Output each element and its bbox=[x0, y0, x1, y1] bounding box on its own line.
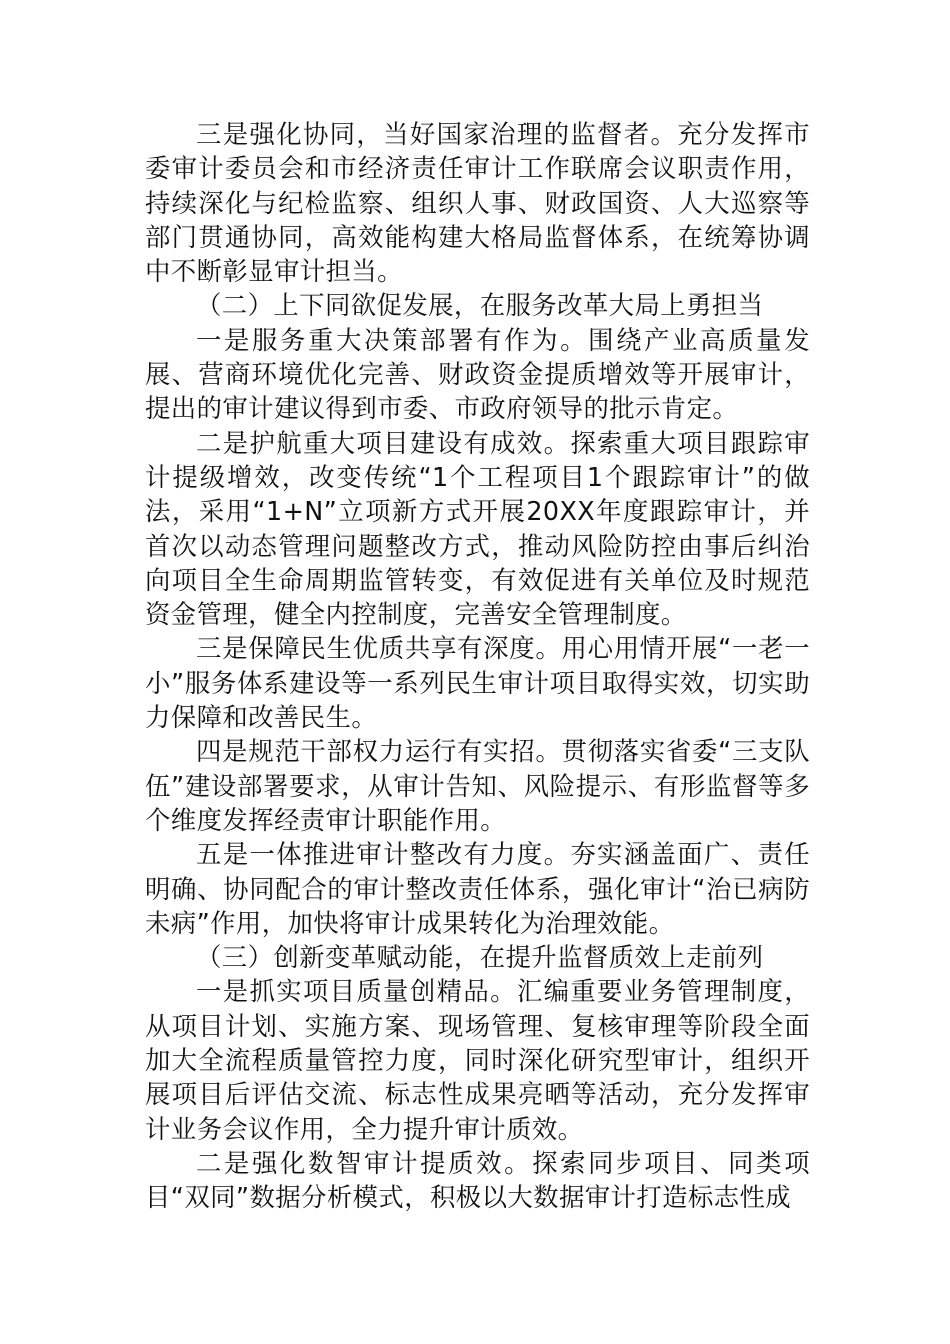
section-heading-two: （二）上下同欲促发展，在服务改革大局上勇担当 bbox=[196, 290, 764, 321]
paragraph-rectification: 五是一体推进审计整改有力度。夯实涵盖面广、责任明确、协同配合的审计整改责任体系，强化审计“治已病防未病”作用，加快将审计成果转化为治理效能。 bbox=[145, 839, 810, 938]
paragraph-major-decisions: 一是服务重大决策部署有作为。围绕产业高质量发展、营商环境优化完善、财政资金提质增效等开展审计，提出的审计建议得到市委、市政府领导的批示肯定。 bbox=[145, 324, 810, 424]
document-body bbox=[145, 117, 810, 1215]
paragraph-major-projects: 二是护航重大项目建设有成效。探索重大项目跟踪审计提级增效，改变传统“1个工程项目1个跟踪审计”的做法，采用“1+N”立项新方式开展20XX年度跟踪审计，并首次以动态管理问题整改方式，推动风险防控由事后纠治向项目全生命周期监管转变，有效促进有关单位及时规范资金管理，健全内控制度，完善安全管理制度。 bbox=[145, 427, 810, 630]
paragraph-livelihood: 三是保障民生优质共享有深度。用心用情开展“一老一小”服务体系建设等一系列民生审计项目取得实效，切实助力保障和改善民生。 bbox=[145, 633, 810, 733]
paragraph-collaboration: 三是强化协同，当好国家治理的监督者。充分发挥市委审计委员会和市经济责任审计工作联席会议职责作用，持续深化与纪检监察、组织人事、财政国资、人大巡察等部门贯通协同，高效能构建大格局监督体系，在统筹协调中不断彰显审计担当。 bbox=[145, 119, 810, 287]
paragraph-cadre-power: 四是规范干部权力运行有实招。贯彻落实省委“三支队伍”建设部署要求，从审计告知、风险提示、有形监督等多个维度发挥经责审计职能作用。 bbox=[145, 736, 810, 835]
paragraph-project-quality: 一是抓实项目质量创精品。汇编重要业务管理制度，从项目计划、实施方案、现场管理、复核审理等阶段全面加大全流程质量管控力度，同时深化研究型审计，组织开展项目后评估交流、标志性成果亮晒等活动，充分发挥审计业务会议作用，全力提升审计质效。 bbox=[145, 976, 810, 1144]
paragraph-digital-audit: 二是强化数智审计提质效。探索同步项目、同类项目“双同”数据分析模式，积极以大数据审计打造标志性成 bbox=[145, 1147, 810, 1213]
section-heading-three: （三）创新变革赋动能，在提升监督质效上走前列 bbox=[196, 942, 764, 973]
